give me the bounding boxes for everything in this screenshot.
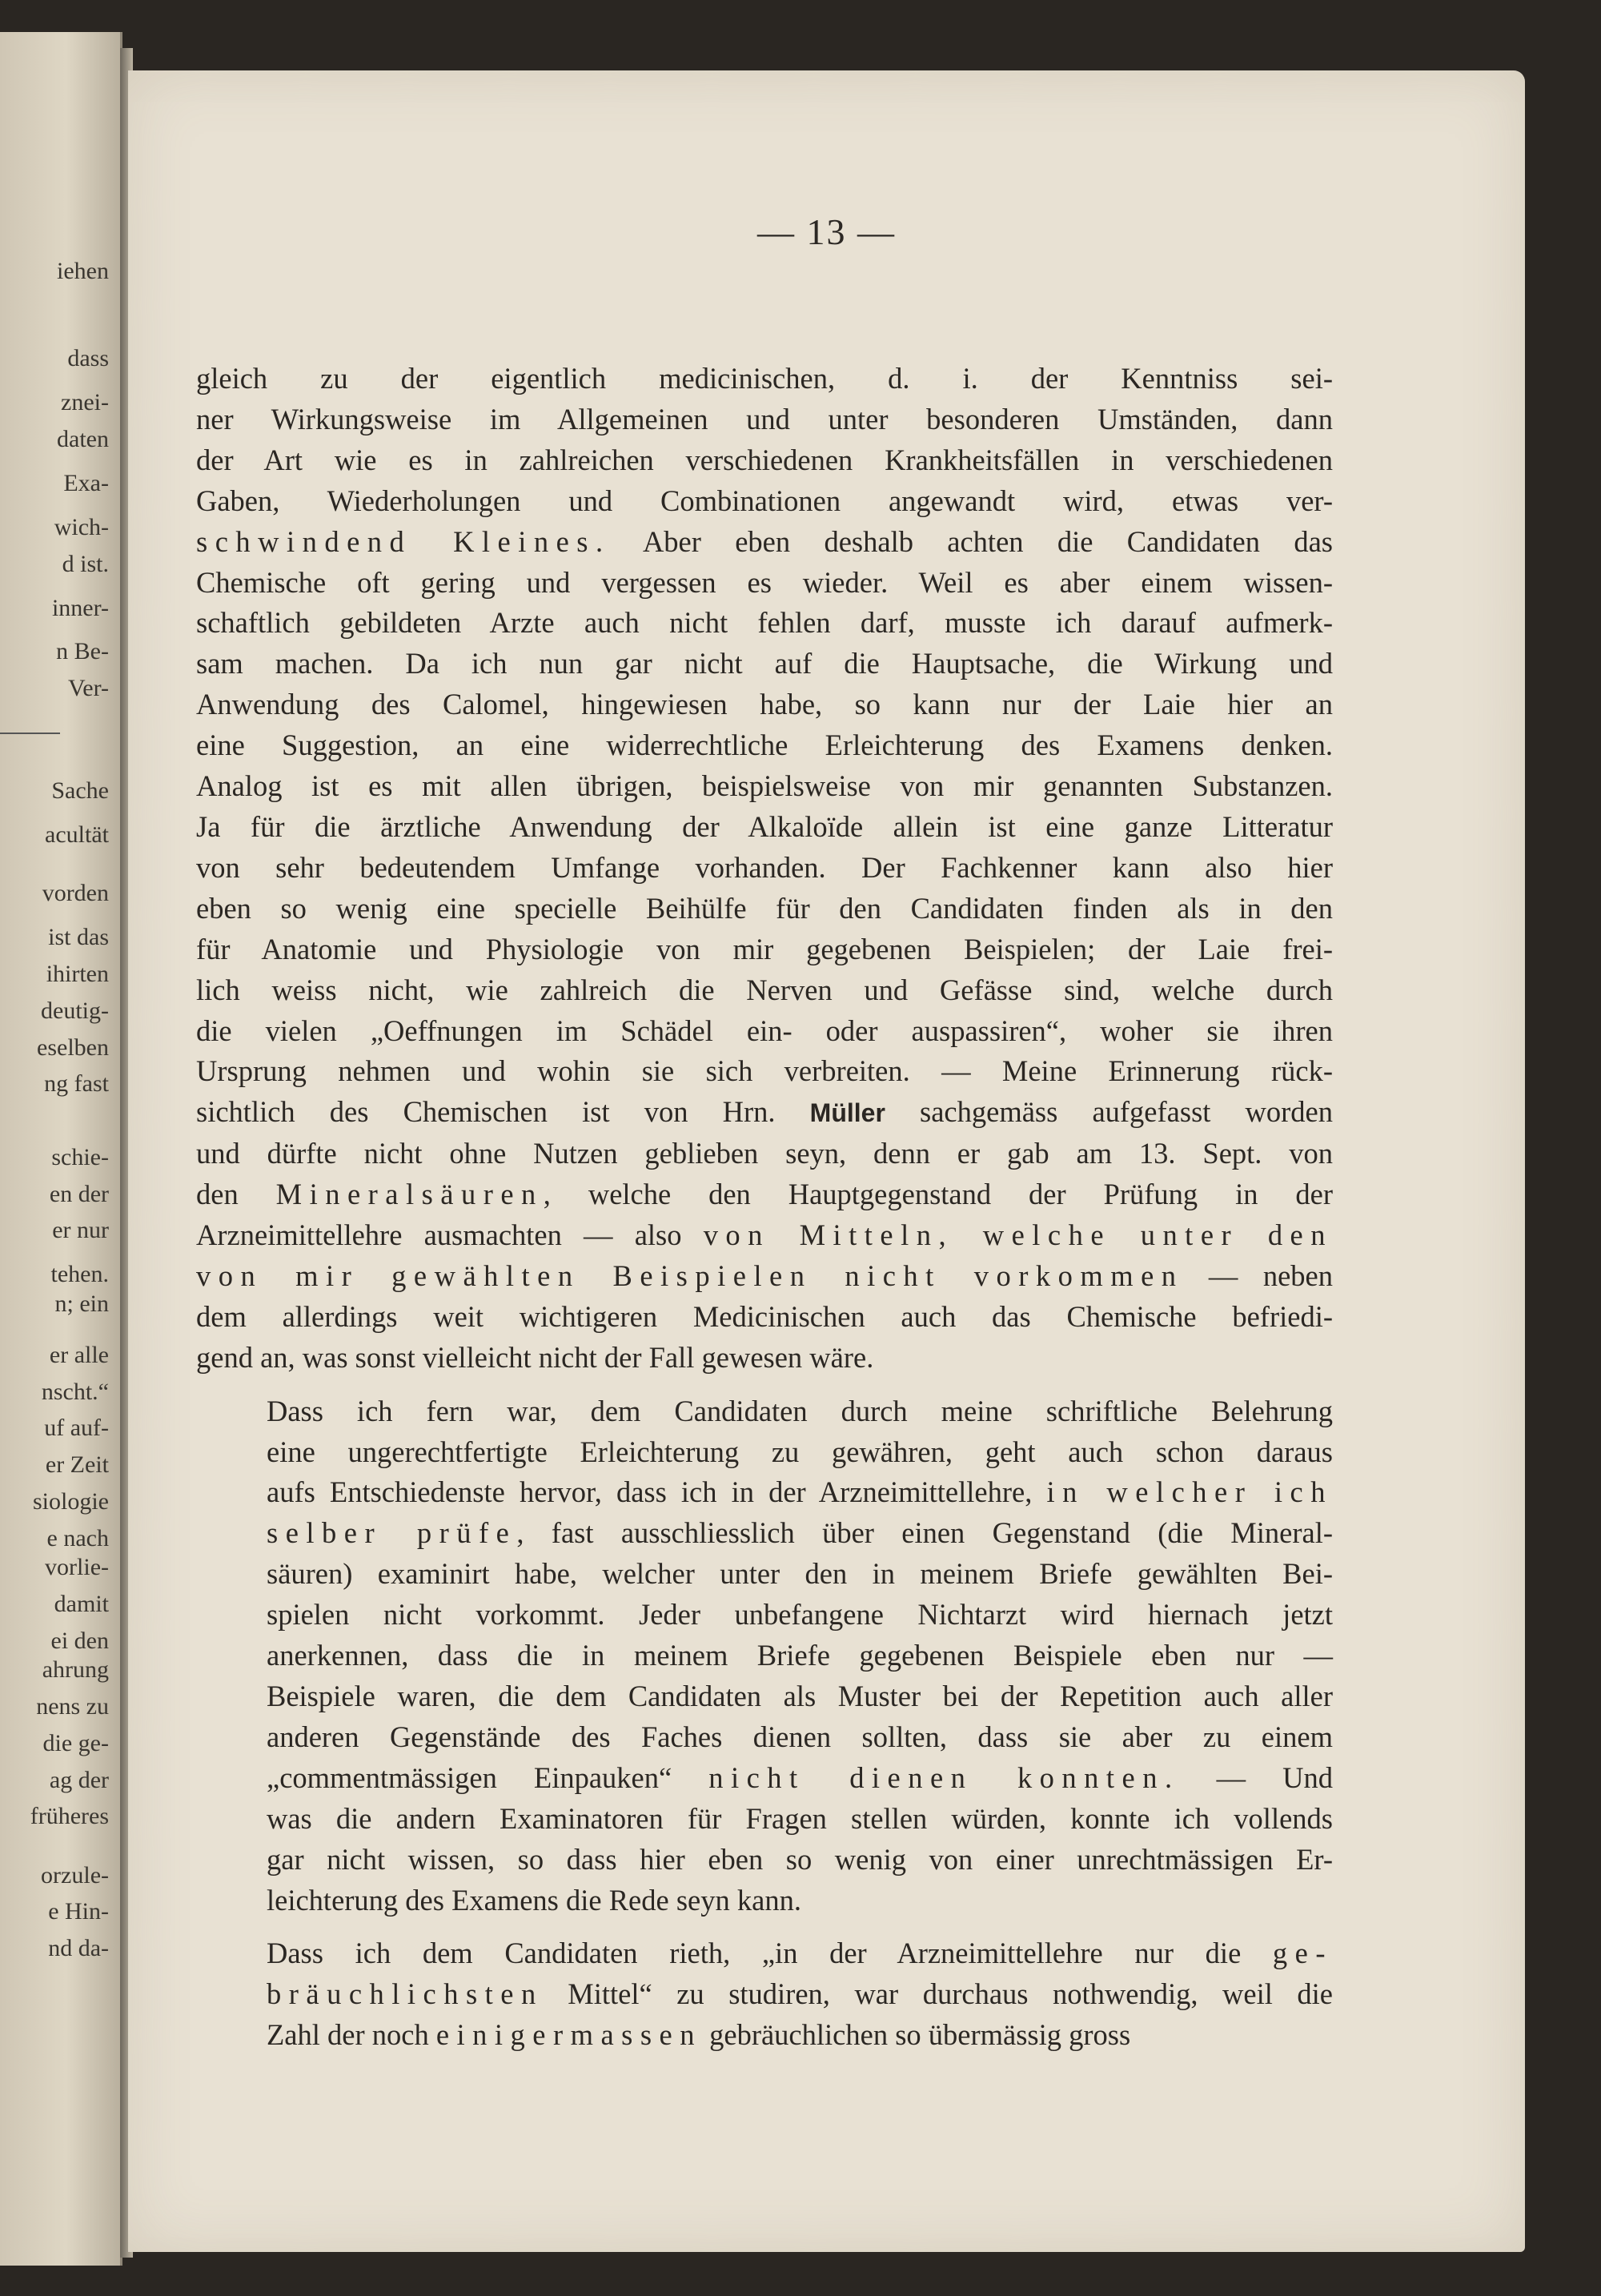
left-page-fragment: er nur [52, 1217, 109, 1244]
text-line [196, 1338, 1333, 1379]
left-page-fragment: ng fast [44, 1070, 109, 1098]
text-segment: , fast ausschliesslich über einen Gegenstand (die Mineral- [516, 1516, 1333, 1550]
spaced-emphasis: nicht dienen konnten. [708, 1760, 1180, 1794]
text-line [196, 1974, 1333, 2015]
left-page-fragment: ag der [49, 1766, 109, 1793]
text-line [196, 399, 1333, 440]
text-line [196, 1092, 1333, 1134]
text-line [196, 1758, 1333, 1799]
left-page-fragment: schie- [51, 1143, 109, 1170]
text-segment: dem allerdings weit wichtigeren Medicinischen auch das Chemische befriedi- [196, 1299, 1333, 1333]
spaced-emphasis: schwindend Kleines. [196, 524, 611, 558]
left-page-fragment: deutig- [41, 997, 109, 1024]
text-segment: Dass ich fern war, dem Candidaten durch meine schriftliche Belehrung [267, 1394, 1333, 1427]
text-segment: Aber eben deshalb achten die Candidaten das [610, 524, 1333, 558]
person-name: Müller [809, 1098, 885, 1128]
spaced-emphasis: in welcher ich [1046, 1475, 1333, 1509]
text-segment: den [196, 1178, 276, 1211]
left-page-fragment: en der [49, 1180, 109, 1207]
left-page-fragment: nd da- [48, 1935, 109, 1961]
text-line [196, 603, 1333, 644]
left-page-fragment: vorden [42, 880, 109, 907]
text-line [196, 1933, 1333, 1974]
text-segment: Anwendung des Calomel, hingewiesen habe, so kann nur der Laie hier an [196, 688, 1333, 721]
text-line [196, 1595, 1333, 1636]
text-segment: Beispiele waren, die dem Candidaten als Muster bei der Repetition auch aller [267, 1680, 1333, 1712]
left-page-fragment: nscht.“ [41, 1378, 109, 1405]
left-page-fragment: ei den [50, 1627, 109, 1654]
text-line [196, 1256, 1333, 1297]
text-line [196, 1391, 1333, 1432]
text-line [196, 1636, 1333, 1676]
left-page-fragment: daten [57, 426, 109, 453]
text-segment: Ursprung nehmen und wohin sie sich verbreiten. — Meine Erinnerung rück- [196, 1054, 1333, 1088]
text-line [196, 1840, 1333, 1881]
text-segment: Gaben, Wiederholungen und Combinationen angewandt wird, etwas ver- [196, 484, 1333, 517]
text-line [196, 970, 1333, 1011]
spaced-emphasis: ge- [1272, 1937, 1333, 1970]
left-page-fragment: siologie [33, 1487, 109, 1515]
text-segment: Ja für die ärztliche Anwendung der Alkaloïde allein ist eine ganze Litteratur [196, 809, 1333, 843]
text-segment: ner Wirkungsweise im Allgemeinen und unter besonderen Umständen, dann [196, 402, 1333, 436]
left-page-fragment: acultät [45, 821, 109, 849]
text-line [196, 1717, 1333, 1758]
text-line [196, 1011, 1333, 1052]
left-page-fragment: Ver- [67, 675, 109, 702]
text-line [196, 1554, 1333, 1595]
text-line [196, 684, 1333, 725]
left-page-fragment: iehen [57, 257, 109, 284]
text-line [196, 848, 1333, 889]
text-line [196, 1297, 1333, 1338]
text-segment: Zahl der noch [267, 2018, 436, 2052]
text-segment: , welche den Hauptgegenstand der Prüfung in der [543, 1178, 1333, 1211]
left-page-fragment: e nach [46, 1524, 109, 1551]
left-page-fragment: tehen. [50, 1261, 109, 1288]
text-segment: spielen nicht vorkommt. Jeder unbefangene Nichtarzt wird hiernach jetzt [267, 1598, 1333, 1632]
left-page-fragment: n; ein [54, 1290, 109, 1317]
text-segment: Dass ich dem Candidaten rieth, „in der Arzneimittellehre nur die [267, 1937, 1273, 1970]
text-segment: sam machen. Da ich nun gar nicht auf die Hauptsache, die Wirkung und [196, 647, 1333, 680]
text-line [196, 807, 1333, 848]
text-line [196, 1513, 1333, 1554]
text-segment: eben so wenig eine specielle Beihülfe für den Candidaten finden als in den [196, 891, 1333, 925]
text-line [196, 766, 1333, 807]
left-page-fragment: dass [67, 345, 109, 372]
spaced-emphasis: Mineralsäuren [275, 1178, 544, 1211]
text-segment: von sehr bedeutendem Umfange vorhanden. Der Fachkenner kann also hier [196, 850, 1333, 884]
text-segment: die vielen „Oeffnungen im Schädel ein- oder auspassiren“, woher sie ihren [196, 1014, 1333, 1047]
text-segment: Mittel“ zu studiren, war durchaus nothwendig, weil die [543, 1977, 1333, 2011]
text-line [196, 481, 1333, 522]
text-segment: eine Suggestion, an eine widerrechtliche Erleichterung des Examens denken. [196, 729, 1333, 762]
left-page-fragment: wich- [54, 513, 109, 540]
text-segment: — neben [1183, 1258, 1333, 1292]
left-page-divider [0, 733, 60, 734]
text-line [196, 725, 1333, 766]
spaced-emphasis: bräuchlichsten [267, 1977, 544, 2011]
paragraph-3 [196, 1933, 1333, 2056]
paragraph-1 [196, 359, 1333, 1379]
paragraph-2 [196, 1391, 1333, 1921]
left-page-fragment: ihirten [46, 961, 109, 988]
text-line [196, 522, 1333, 563]
left-page-fragment: er Zeit [45, 1451, 109, 1479]
text-segment: was die andern Examinatoren für Fragen stellen würden, konnte ich vollends [267, 1801, 1333, 1835]
spaced-emphasis: von mir gewählten Beispielen nicht vorkommen [196, 1258, 1184, 1292]
text-segment: sachgemäss aufgefasst worden [885, 1095, 1334, 1129]
text-line [196, 1051, 1333, 1092]
text-segment: gend an, was sonst vielleicht nicht der Fall gewesen wäre. [196, 1340, 874, 1374]
text-segment: gar nicht wissen, so dass hier eben so wenig von einer unrechtmässigen Er- [267, 1842, 1333, 1876]
left-page-fragment: orzule- [41, 1861, 109, 1889]
text-segment: lich weiss nicht, wie zahlreich die Nerven und Gefässe sind, welche durch [196, 973, 1333, 1006]
left-page-fragment: eselben [37, 1034, 109, 1061]
page-number: — 13 — [757, 211, 896, 252]
text-line [196, 359, 1333, 399]
text-segment: Chemische oft gering und vergessen es wieder. Weil es aber einem wissen- [196, 565, 1333, 599]
left-page-fragment: nens zu [36, 1693, 109, 1720]
left-page-fragment: vorlie- [45, 1554, 109, 1581]
text-segment: aufs Entschiedenste hervor, dass ich in der Arzneimittellehre, [267, 1475, 1047, 1509]
left-page-fragment: n Be- [56, 638, 109, 665]
text-line [196, 1215, 1333, 1256]
text-segment: „commentmässigen Einpauken“ [267, 1760, 709, 1794]
left-page-edge [0, 32, 122, 2266]
left-page-fragment: früheres [30, 1803, 109, 1830]
left-page-fragment: inner- [51, 594, 109, 621]
text-segment: sichtlich des Chemischen ist von Hrn. [196, 1095, 810, 1129]
body-text [196, 359, 1333, 2056]
text-line [196, 644, 1333, 684]
left-page-fragment: ist das [48, 924, 109, 951]
text-segment: anerkennen, dass die in meinem Briefe gegebenen Beispiele eben nur — [267, 1639, 1333, 1672]
text-segment: leichterung des Examens die Rede seyn kann. [267, 1883, 801, 1917]
text-line [196, 1799, 1333, 1840]
left-page-fragment: damit [54, 1590, 109, 1617]
text-segment: eine ungerechtfertigte Erleichterung zu gewähren, geht auch schon daraus [267, 1435, 1333, 1468]
text-line [196, 1881, 1333, 1921]
text-line [196, 2015, 1333, 2056]
text-line [196, 563, 1333, 604]
left-page-fragment: uf auf- [44, 1415, 109, 1442]
text-line [196, 1472, 1333, 1513]
text-line [196, 1134, 1333, 1174]
left-page-fragment: d ist. [62, 550, 109, 577]
text-line [196, 1676, 1333, 1717]
text-segment: — Und [1179, 1760, 1334, 1794]
left-page-fragment: Sache [51, 777, 109, 805]
spaced-emphasis: selber prüfe [267, 1516, 517, 1550]
left-page-fragment: znei- [61, 389, 109, 416]
text-line [196, 929, 1333, 970]
text-segment: für Anatomie und Physiologie von mir gegebenen Beispielen; der Laie frei- [196, 932, 1333, 965]
left-page-fragment: Exa- [63, 470, 109, 496]
text-segment: der Art wie es in zahlreichen verschiedenen Krankheitsfällen in verschiedenen [196, 443, 1333, 476]
book-page [128, 70, 1525, 2252]
text-segment: anderen Gegenstände des Faches dienen sollten, dass sie aber zu einem [267, 1720, 1333, 1753]
text-line [196, 1432, 1333, 1473]
text-segment: Analog ist es mit allen übrigen, beispielsweise von mir genannten Substanzen. [196, 769, 1333, 803]
spaced-emphasis: von Mitteln, welche unter den [703, 1218, 1333, 1252]
left-page-fragment: ahrung [42, 1656, 109, 1684]
text-segment: gebräuchlichen so übermässig gross [702, 2018, 1131, 2052]
text-segment: Arzneimittellehre ausmachten — also [196, 1218, 704, 1252]
text-line [196, 440, 1333, 481]
text-line [196, 889, 1333, 929]
text-segment: gleich zu der eigentlich medicinischen, d. i. der Kenntniss sei- [196, 362, 1333, 395]
left-page-fragment: die ge- [42, 1729, 109, 1756]
text-segment: und dürfte nicht ohne Nutzen geblieben seyn, denn er gab am 13. Sept. von [196, 1137, 1333, 1170]
text-segment: säuren) examinirt habe, welcher unter den in meinem Briefe gewählten Bei- [267, 1557, 1333, 1591]
left-page-fragment: e Hin- [48, 1898, 109, 1925]
spaced-emphasis: einigermassen [435, 2018, 702, 2052]
text-line [196, 1174, 1333, 1215]
text-segment: schaftlich gebildeten Arzte auch nicht fehlen darf, musste ich darauf aufmerk- [196, 606, 1333, 640]
left-page-fragment: er alle [49, 1341, 109, 1368]
